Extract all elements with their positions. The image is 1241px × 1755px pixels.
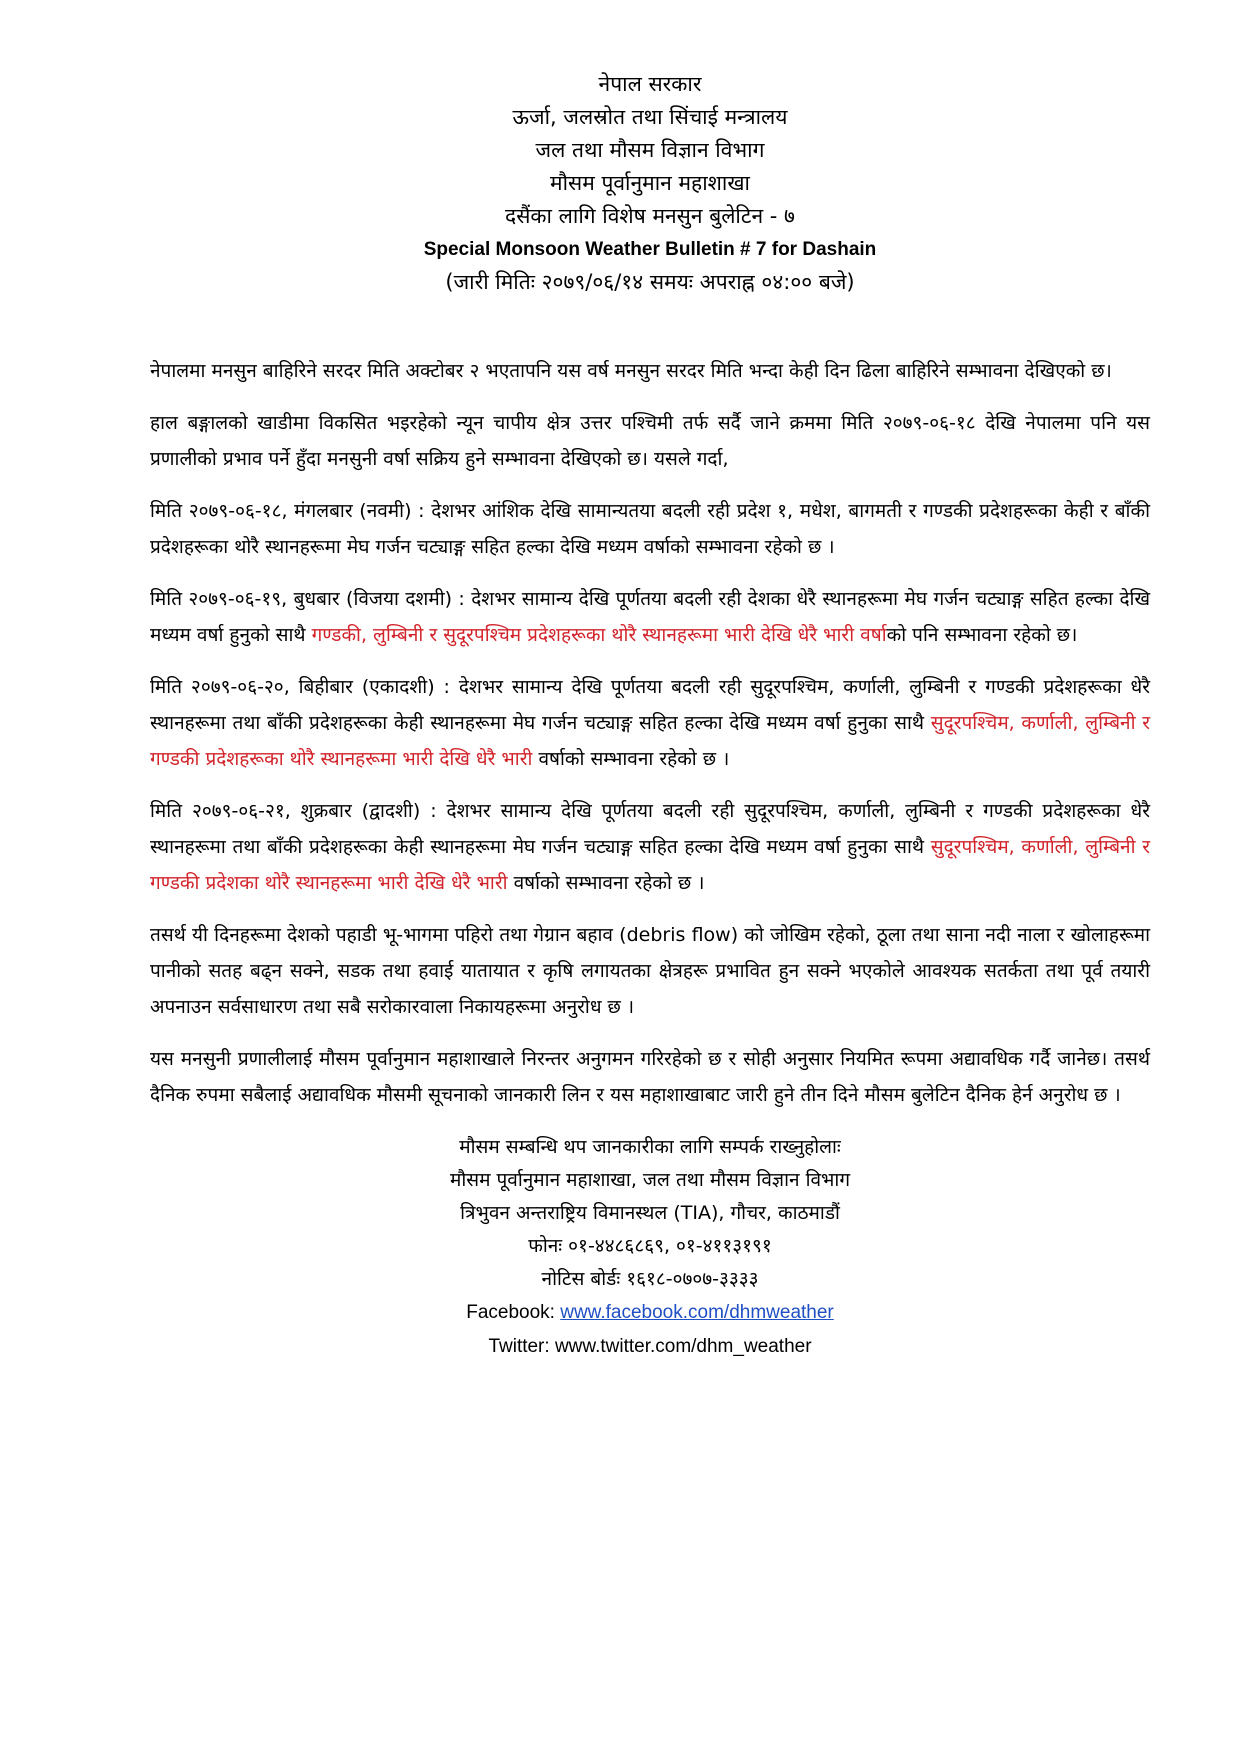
issue-date: (जारी मितिः २०७९/०६/१४ समयः अपराह्न ०४:०० बजे) [445,270,855,294]
division-name: मौसम पूर्वानुमान महाशाखा [550,171,750,195]
paragraph-day-4 [150,793,1150,901]
facebook-label: Facebook: [466,1302,561,1323]
twitter-line [150,1330,1150,1364]
day-2-text-end: को पनि सम्भावना रहेको छ। [886,624,1078,646]
facebook-line [150,1296,1150,1330]
bulletin-title-english: Special Monsoon Weather Bulletin # 7 for Dashain [423,239,877,260]
facebook-link[interactable]: www.facebook.com/dhmweather [560,1302,834,1323]
bulletin-title-nepali: दसैंका लागि विशेष मनसुन बुलेटिन - ७ [505,204,795,228]
contact-address: त्रिभुवन अन्तराष्ट्रिय विमानस्थल (TIA), गौचर, काठमाडौं [460,1202,840,1224]
day-4-text: मिति २०७९-०६-२१, शुक्रबार (द्वादशी) : देशभर सामान्य देखि पूर्णतया बदली रही सुदूरपश्चिम, कर्णाली, लुम्बिनी र गण्डकी प्रदेशहरूका धेरै स्थानहरूमा तथा बाँकी प्रदेशहरूका केही स्थानहरूमा मेघ गर्जन चट्याङ्ग सहित हल्का देखि मध्यम वर्षा हुनुका साथै [150,800,1150,858]
paragraph-intro: नेपालमा मनसुन बाहिरिने सरदर मिति अक्टोबर २ भएतापनि यस वर्ष मनसुन सरदर मिति भन्दा केही दिन ढिला बाहिरिने सम्भावना देखिएको छ। [150,360,1112,382]
ministry-name: ऊर्जा, जलस्रोत तथा सिंचाई मन्त्रालय [512,105,788,129]
paragraph-monitoring: यस मनसुनी प्रणालीलाई मौसम पूर्वानुमान महाशाखाले निरन्तर अनुगमन गरिरहेको छ र सोही अनुसार नियमित रूपमा अद्यावधिक गर्दै जानेछ। तसर्थ दैनिक रुपमा सबैलाई अद्यावधिक मौसमी सूचनाको जानकारी लिन र यस महाशाखाबाट जारी हुने तीन दिने मौसम बुलेटिन दैनिक हेर्न अनुरोध छ । [150,1048,1150,1106]
paragraph-system: हाल बङ्गालको खाडीमा विकसित भइरहेको न्यून चापीय क्षेत्र उत्तर पश्चिमी तर्फ सर्दै जाने क्रममा मिति २०७९-०६-१८ देखि नेपालमा पनि यस प्रणालीको प्रभाव पर्ने हुँदा मनसुनी वर्षा सक्रिय हुने सम्भावना देखिएको छ। यसले गर्दा, [150,412,1150,470]
paragraph-day-2 [150,581,1150,653]
day-2-text: मिति २०७९-०६-१९, बुधबार (विजया दशमी) : देशभर सामान्य देखि पूर्णतया बदली रही देशका धेरै स्थानहरूमा मेघ गर्जन चट्याङ्ग सहित हल्का देखि मध्यम वर्षा हुनुको साथै [150,588,1150,646]
contact-division: मौसम पूर्वानुमान महाशाखा, जल तथा मौसम विज्ञान विभाग [449,1169,851,1191]
bulletin-header [150,68,1150,299]
paragraph-day-3 [150,669,1150,777]
twitter-url: www.twitter.com/dhm_weather [554,1336,812,1357]
department-name: जल तथा मौसम विज्ञान विभाग [535,138,765,162]
day-4-heavy-rain-highlight: सुदूरपश्चिम, कर्णाली, लुम्बिनी र गण्डकी प्रदेशका थोरै स्थानहरूमा भारी देखि धेरै भारी [150,836,1150,894]
day-3-heavy-rain-highlight: सुदूरपश्चिम, कर्णाली, लुम्बिनी र गण्डकी प्रदेशहरूका थोरै स्थानहरूमा भारी देखि धेरै भारी [150,712,1150,770]
contact-footer [150,1131,1150,1364]
day-4-text-end: वर्षाको सम्भावना रहेको छ । [507,872,705,894]
day-3-text: मिति २०७९-०६-२०, बिहीबार (एकादशी) : देशभर सामान्य देखि पूर्णतया बदली रही सुदूरपश्चिम, कर्णाली, लुम्बिनी र गण्डकी प्रदेशहरूका धेरै स्थानहरूमा तथा बाँकी प्रदेशहरूका केही स्थानहरूमा मेघ गर्जन चट्याङ्ग सहित हल्का देखि मध्यम वर्षा हुनुका साथै [150,676,1150,734]
paragraph-warning: तसर्थ यी दिनहरूमा देशको पहाडी भू-भागमा पहिरो तथा गेग्रान बहाव (debris flow) को जोखिम रहेको, ठूला तथा साना नदी नाला र खोलाहरूमा पानीको सतह बढ्न सक्ने, सडक तथा हवाई यातायात र कृषि लगायतका क्षेत्रहरू प्रभावित हुन सक्ने भएकोले आवश्यक सतर्कता तथा पूर्व तयारी अपनाउन सर्वसाधारण तथा सबै सरोकारवाला निकायहरूमा अनुरोध छ । [150,924,1150,1018]
day-3-text-end: वर्षाको सम्भावना रहेको छ । [532,748,730,770]
government-name: नेपाल सरकार [598,72,702,96]
bulletin-page [150,68,1150,1364]
contact-phone: फोनः ०१-४४८६८६९, ०१-४११३१९१ [528,1235,772,1257]
twitter-label: Twitter: [488,1336,555,1357]
day-2-heavy-rain-highlight: गण्डकी, लुम्बिनी र सुदूरपश्चिम प्रदेशहरूका थोरै स्थानहरूमा भारी देखि धेरै भारी वर्षा [311,624,887,646]
contact-notice-board: नोटिस बोर्डः १६१८-०७०७-३३३३ [541,1268,759,1290]
contact-intro: मौसम सम्बन्धि थप जानकारीका लागि सम्पर्क राख्नुहोलाः [459,1136,841,1158]
paragraph-day-1: मिति २०७९-०६-१८, मंगलबार (नवमी) : देशभर आंशिक देखि सामान्यतया बदली रही प्रदेश १, मधेश, बागमती र गण्डकी प्रदेशहरूका केही र बाँकी प्रदेशहरूका थोरै स्थानहरूमा मेघ गर्जन चट्याङ्ग सहित हल्का देखि मध्यम वर्षाको सम्भावना रहेको छ । [150,500,1150,558]
